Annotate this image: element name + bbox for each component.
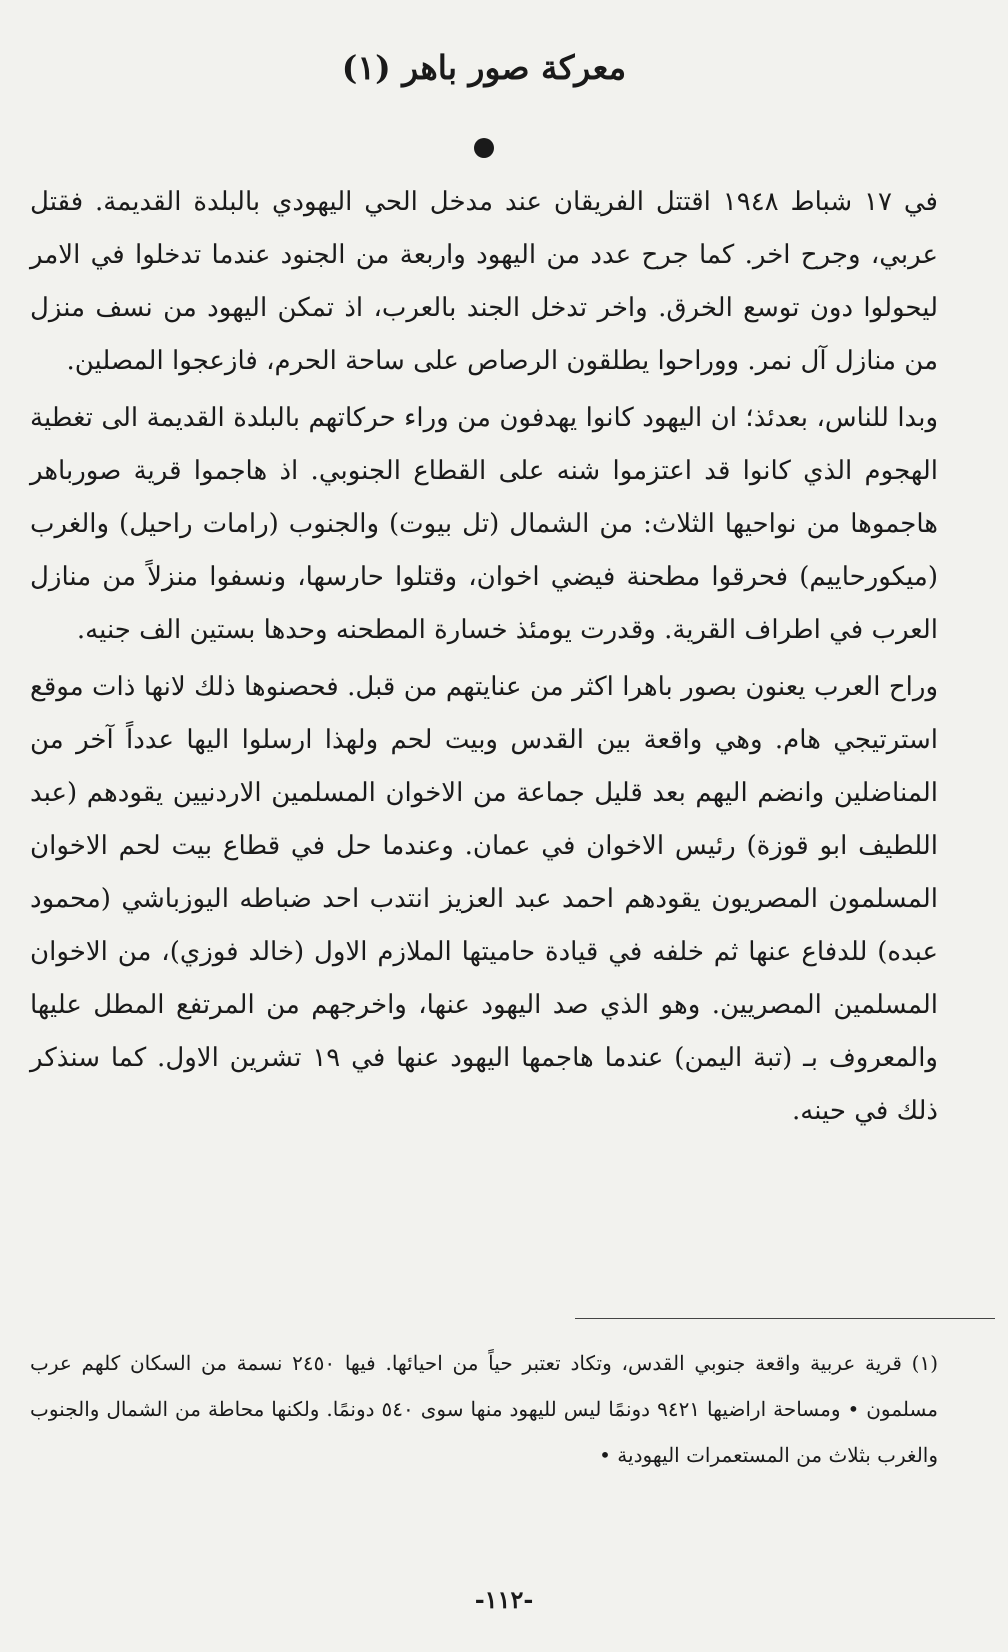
paragraph-3: وراح العرب يعنون بصور باهرا اكثر من عنايتهم من قبل. فحصنوها ذلك لانها ذات موقع استرتيجي هام. وهي واقعة بين القدس وبيت لحم ولهذا ارسلوا اليها عدداً آخر من المناضلين وانضم اليهم بعد قليل جماعة من الاخوان المسلمين الاردنيين يقودهم (عبد اللطيف ابو قوزة) رئيس الاخوان في عمان. وعندما حل في قطاع بيت لحم الاخوان المسلمون المصريون يقودهم احمد عبد العزيز انتدب احد ضباطه اليوزباشي (محمود عبده) للدفاع عنها ثم خلفه في قيادة حاميتها الملازم الاول (خالد فوزي)، من الاخوان المسلمين المصريين. وهو الذي صد اليهود عنها، واخرجهم من المرتفع المطل عليها والمعروف بـ (تبة اليمن) عندما هاجمها اليهود عنها في ١٩ تشرين الاول. كما سنذكر ذلك في حينه. — [30, 672, 938, 1126]
chapter-title: معركة صور باهر (١) — [341, 48, 627, 87]
page-number: -١١٢- — [474, 1585, 534, 1614]
footnote: (١) قرية عربية واقعة جنوبي القدس، وتكاد تعتبر حياً من احيائها. فيها ٢٤٥٠ نسمة من السكان كلهم عرب مسلمون • ومساحة اراضيها ٩٤٢١ دونمًا ليس لليهود منها سوى ٥٤٠ دونمًا. ولكنها محاطة من الشمال والجنوب والغرب بثلاث من المستعمرات اليهودية • — [30, 1351, 939, 1467]
paragraph-2: وبدا للناس، بعدئذ؛ ان اليهود كانوا يهدفون من وراء حركاتهم بالبلدة القديمة الى تغطية الهجوم الذي كانوا قد اعتزموا شنه على القطاع الجنوبي. اذ هاجموا قرية صورباهر هاجموها من نواحيها الثلاث: من الشمال (تل بيوت) والجنوب (رامات راحيل) والغرب (ميكورحاييم) فحرقوا مطحنة فيضي اخوان، وقتلوا حارسها، ونسفوا منزلاً من منازل العرب في اطراف القرية. وقدرت يومئذ خسارة المطحنه وحدها بستين الف جنيه. — [30, 403, 938, 645]
paragraph-1: في ١٧ شباط ١٩٤٨ اقتتل الفريقان عند مدخل الحي اليهودي بالبلدة القديمة. فقتل عربي، وجرح اخر. كما جرح عدد من اليهود واربعة من الجنود عندما تدخلوا في الامر ليحولوا دون توسع الخرق. واخر تدخل الجند بالعرب، اذ تمكن اليهود من نسف منزل من منازل آل نمر. ووراحوا يطلقون الرصاص على ساحة الحرم، فازعجوا المصلين. — [30, 187, 938, 376]
body-text — [30, 176, 938, 1138]
footnote-divider — [575, 1318, 995, 1319]
ornament-dot — [474, 138, 494, 158]
